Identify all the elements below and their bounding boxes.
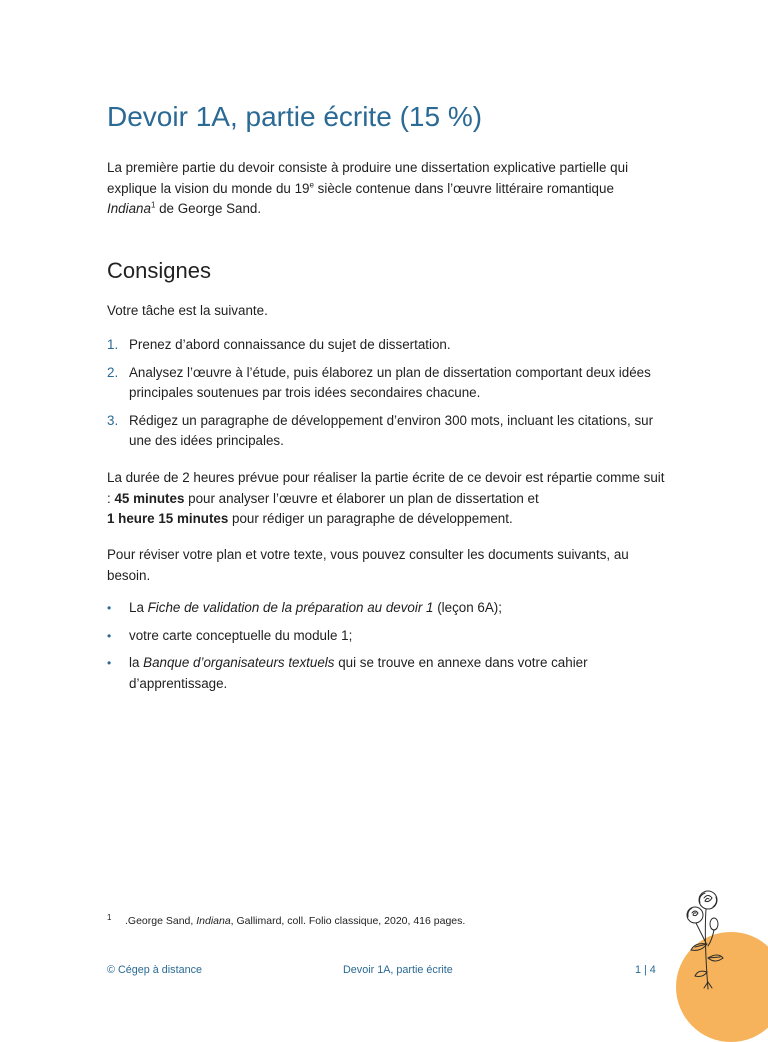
list-item (107, 411, 667, 452)
duration-text-2: pour analyser l’œuvre et élaborer un plan de dissertation et (184, 490, 539, 506)
list-item (107, 626, 667, 647)
intro-paragraph (107, 158, 667, 220)
duration-analysis: 45 minutes (114, 490, 185, 506)
resource-prefix: La (129, 600, 148, 615)
resources-list (107, 598, 667, 701)
step-text: Analysez l’œuvre à l’étude, puis élaborez un plan de dissertation comportant deux idées principales soutenues par trois idées secondaires chacune. (129, 364, 651, 400)
resource-prefix: la (129, 655, 144, 670)
resource-suffix: (leçon 6A); (433, 600, 502, 615)
footnote-prefix: .George Sand, (125, 915, 197, 927)
section-heading-consignes: Consignes (107, 258, 211, 283)
work-title: Indiana (107, 201, 151, 216)
footer-document-title: Devoir 1A, partie écrite (343, 964, 453, 976)
resource-title: Banque d’organisateurs textuels (143, 655, 335, 670)
list-item (107, 653, 667, 694)
resource-title: Fiche de validation de la préparation au devoir 1 (147, 600, 434, 615)
footer-page-number: 1 | 4 (635, 964, 656, 976)
step-number: 1. (107, 337, 119, 352)
intro-text-middle: siècle contenue dans l’œuvre littéraire romantique (313, 180, 614, 196)
step-number: 3. (107, 412, 119, 428)
step-number: 2. (107, 364, 119, 380)
page-title: Devoir 1A, partie écrite (15 %) (107, 101, 483, 132)
step-text: Prenez d’abord connaissance du sujet de dissertation. (129, 337, 451, 352)
duration-text-1: La durée de 2 heures prévue pour réaliser la partie écrite de ce devoir est répartie comme suit : (107, 470, 665, 506)
rose-flower-icon (678, 884, 730, 994)
step-text: Rédigez un paragraphe de développement d’environ 300 mots, incluant les citations, sur une des idées principales. (129, 412, 654, 448)
consult-paragraph: Pour réviser votre plan et votre texte, vous pouvez consulter les documents suivants, au besoin. (107, 547, 629, 583)
resource-suffix: qui se trouve en annexe dans votre cahier d’apprentissage. (129, 655, 588, 691)
resource-prefix: votre carte conceptuelle du module 1; (129, 627, 353, 643)
list-item (107, 363, 667, 404)
footnote-work-title: Indiana (196, 915, 231, 927)
footnote-reference[interactable]: 1 (150, 200, 156, 210)
duration-writing: 1 heure 15 minutes (107, 511, 229, 526)
bullet-icon: • (107, 628, 112, 643)
footnote: 1 .George Sand, Indiana, Gallimard, coll. Folio classique, 2020, 416 pages. (107, 912, 466, 927)
intro-text-before: La première partie du devoir consiste à produire une dissertation explicative partielle qui explique la vision du monde du 19 (107, 160, 629, 196)
bullet-icon: • (107, 656, 112, 670)
duration-paragraph (107, 468, 667, 530)
duration-text-3: pour rédiger un paragraphe de développement. (228, 511, 513, 526)
bullet-icon: • (107, 601, 112, 615)
footer-copyright: © Cégep à distance (107, 964, 202, 976)
footnote-suffix: , Gallimard, coll. Folio classique, 2020, 416 pages. (230, 915, 466, 927)
list-item (107, 335, 667, 356)
task-intro: Votre tâche est la suivante. (107, 303, 268, 318)
century-superscript: e (309, 180, 314, 190)
steps-list (107, 335, 667, 459)
intro-text-after: de George Sand. (155, 201, 262, 216)
list-item (107, 598, 667, 619)
